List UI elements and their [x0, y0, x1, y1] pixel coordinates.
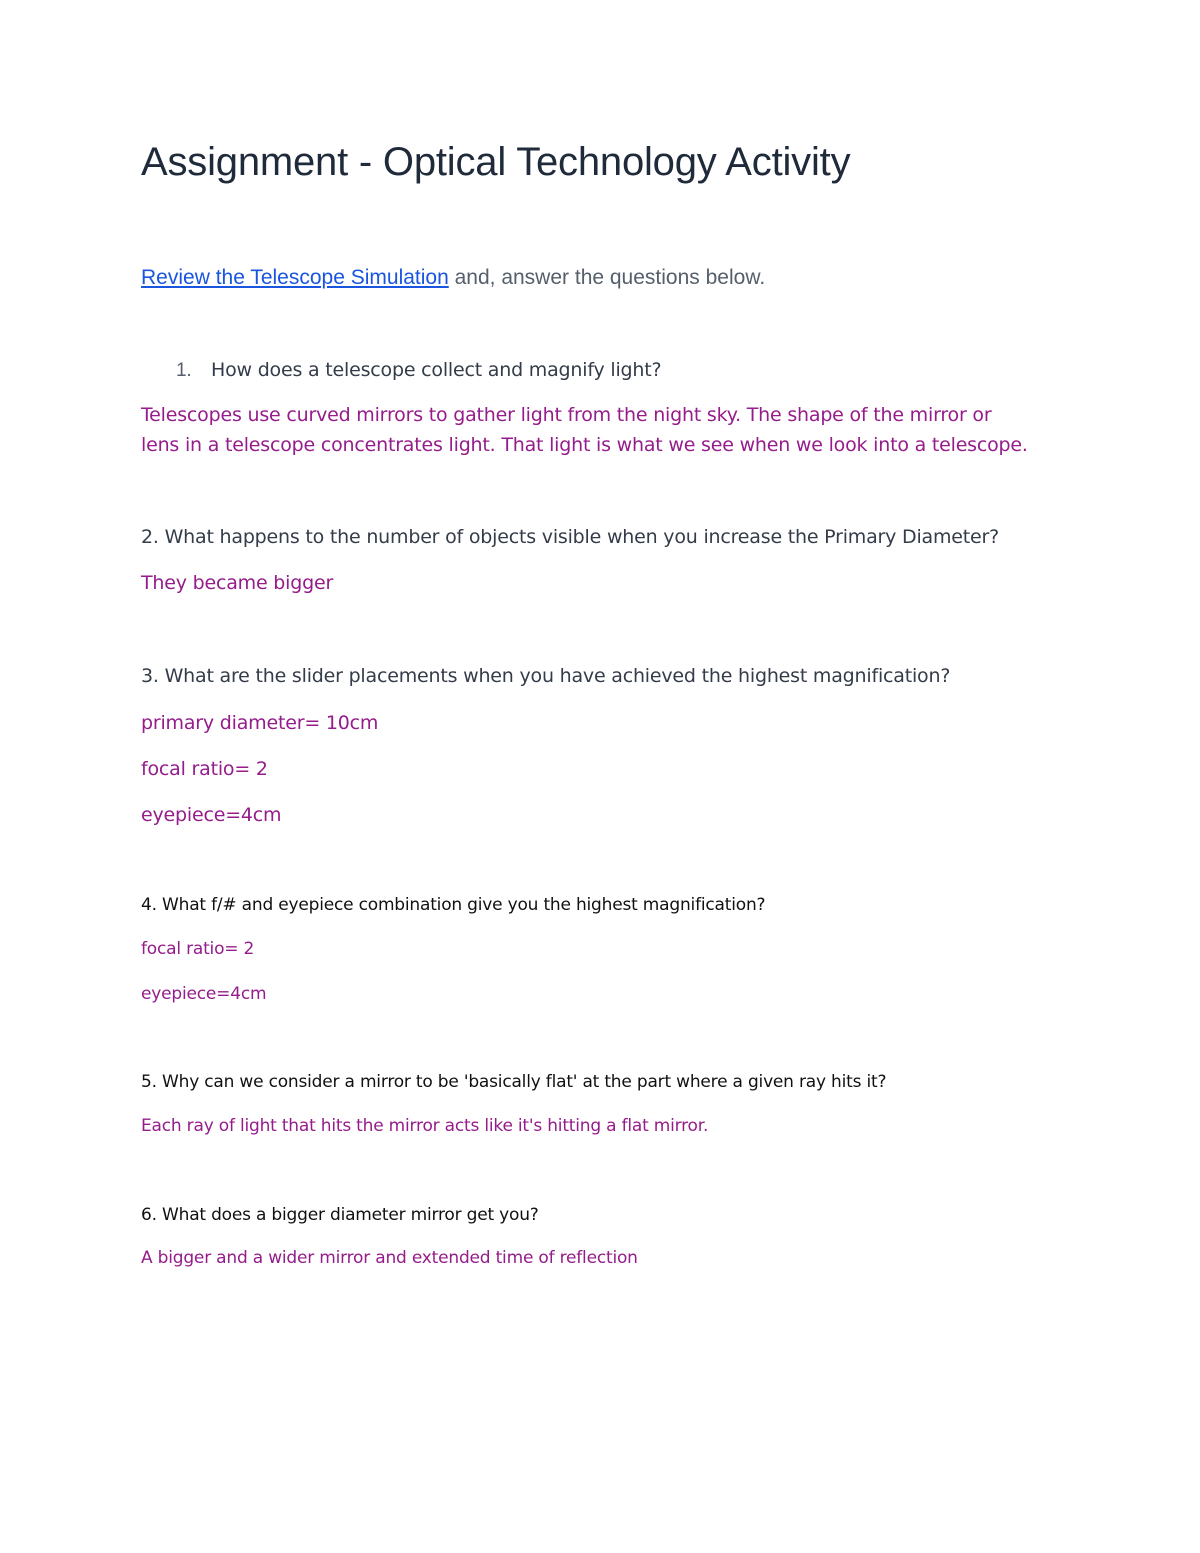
- intro-paragraph: [141, 266, 765, 290]
- answer-4-focal-ratio: focal ratio= 2: [141, 939, 255, 959]
- answer-3-eyepiece: eyepiece=4cm: [141, 804, 282, 826]
- question-1-text: How does a telescope collect and magnify light?: [211, 359, 662, 381]
- telescope-simulation-link[interactable]: Review the Telescope Simulation: [141, 266, 449, 289]
- answer-1-line-1: Telescopes use curved mirrors to gather light from the night sky. The shape of the mirror or: [141, 404, 992, 426]
- question-6: 6. What does a bigger diameter mirror get you?: [141, 1205, 539, 1225]
- answer-1-line-2: lens in a telescope concentrates light. That light is what we see when we look into a telescope.: [141, 434, 1028, 456]
- question-3: 3. What are the slider placements when you have achieved the highest magnification?: [141, 665, 951, 687]
- question-5: 5. Why can we consider a mirror to be 'basically flat' at the part where a given ray hits it?: [141, 1072, 887, 1092]
- answer-4-eyepiece: eyepiece=4cm: [141, 984, 267, 1004]
- answer-3-primary-diameter: primary diameter= 10cm: [141, 712, 379, 734]
- answer-6: A bigger and a wider mirror and extended time of reflection: [141, 1248, 638, 1268]
- answer-2: They became bigger: [141, 572, 334, 594]
- answer-5: Each ray of light that hits the mirror acts like it's hitting a flat mirror.: [141, 1116, 709, 1136]
- intro-text: and, answer the questions below.: [448, 266, 766, 289]
- answer-3-focal-ratio: focal ratio= 2: [141, 758, 268, 780]
- question-1: [176, 359, 661, 382]
- question-2: 2. What happens to the number of objects visible when you increase the Primary Diameter?: [141, 526, 1000, 548]
- question-4: 4. What f/# and eyepiece combination give you the highest magnification?: [141, 895, 766, 915]
- list-number-1: 1.: [176, 360, 192, 381]
- page-title: Assignment - Optical Technology Activity: [141, 140, 851, 184]
